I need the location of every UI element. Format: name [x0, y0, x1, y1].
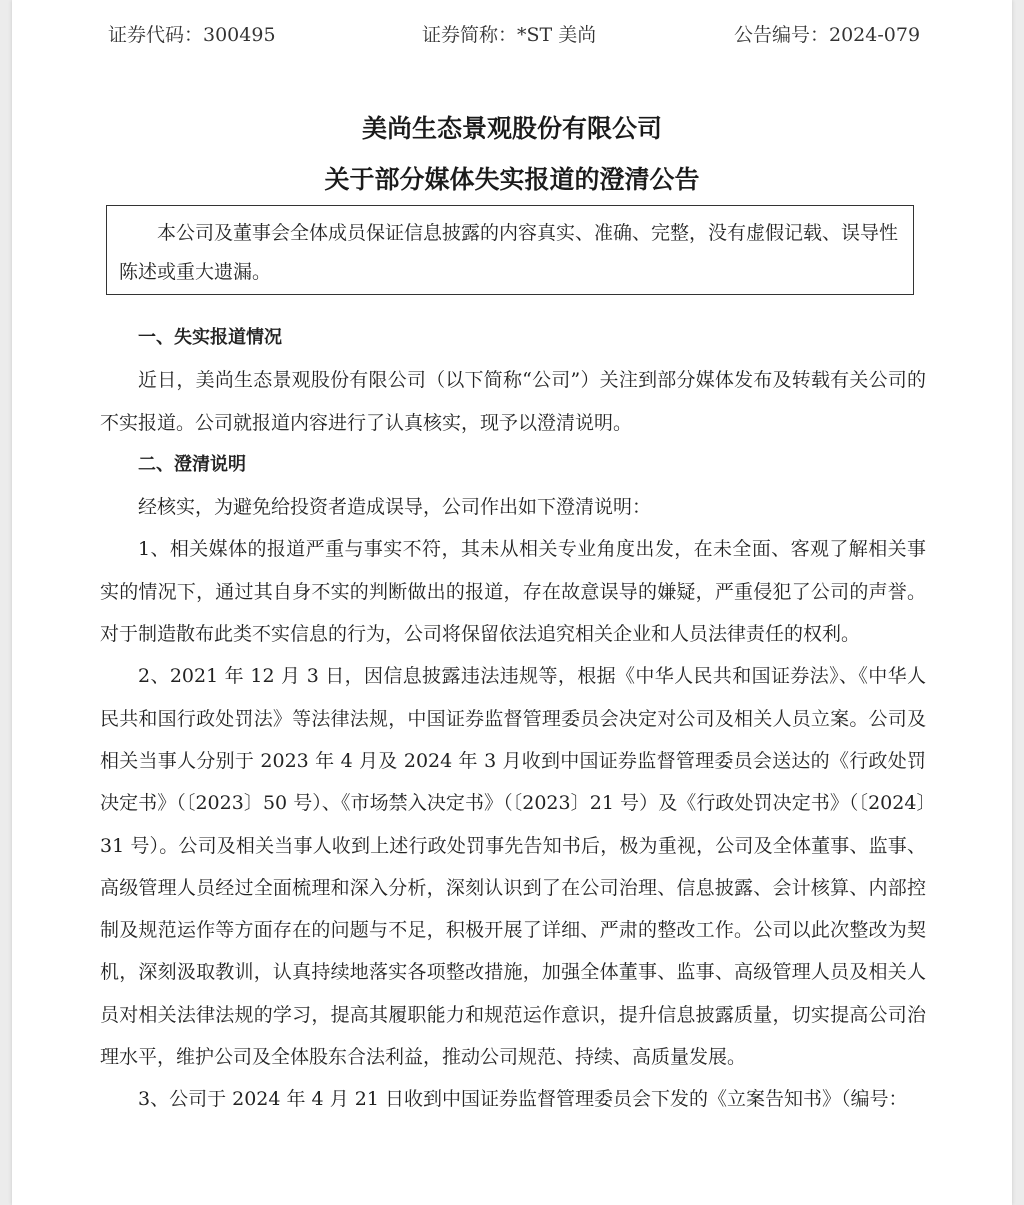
- section-heading-2: 二、澄清说明: [138, 453, 246, 475]
- announcement-number: 公告编号：2024-079: [734, 24, 921, 46]
- paragraph: 经核实，为避免给投资者造成误导，公司作出如下澄清说明：: [138, 496, 652, 519]
- paragraph: 2、2021 年 12 月 3 日，因信息披露违法违规等，根据《中华人民共和国证券法》、《中华人民共和国行政处罚法》等法律法规，中国证券监督管理委员会决定对公司及相关人员立案。公司及相关当事人分别于 2023 年 4 月及 2024 年 3 月收到中国证券监督管理委员会送达的《行政处罚决定书》（〔2023〕50 号）、《市场禁入决定书》（〔2023〕21 号）及《行政处罚决定书》（〔2024〕31 号）。公司及相关当事人收到上述行政处罚事先告知书后，极为重视，公司及全体董事、监事、高级管理人员经过全面梳理和深入分析，深刻认识到了在公司治理、信息披露、会计核算、内部控制及规范运作等方面存在的问题与不足，积极开展了详细、严肃的整改工作。公司以此次整改为契机，深刻汲取教训，认真持续地落实各项整改措施，加强全体董事、监事、高级管理人员及相关人员对相关法律法规的学习，提高其履职能力和规范运作意识，提升信息披露质量，切实提高公司治理水平，维护公司及全体股东合法利益，推动公司规范、持续、高质量发展。: [100, 665, 926, 1069]
- company-title: 美尚生态景观股份有限公司: [361, 114, 662, 143]
- paragraph: 近日，美尚生态景观股份有限公司（以下简称“公司”）关注到部分媒体发布及转载有关公司的不实报道。公司就报道内容进行了认真核实，现予以澄清说明。: [100, 369, 926, 434]
- announcement-body: [100, 317, 926, 1121]
- security-short-name: 证券简称：*ST 美尚: [422, 24, 597, 46]
- document-page: [12, 0, 1012, 1205]
- announcement-title: 关于部分媒体失实报道的澄清公告: [324, 165, 700, 194]
- disclosure-notice-text: 本公司及董事会全体成员保证信息披露的内容真实、准确、完整，没有虚假记载、误导性陈述或重大遗漏。: [119, 222, 899, 283]
- paragraph: 3、公司于 2024 年 4 月 21 日收到中国证券监督管理委员会下发的《立案告知书》（编号：: [138, 1088, 908, 1111]
- paragraph: 1、相关媒体的报道严重与事实不符，其未从相关专业角度出发，在未全面、客观了解相关事实的情况下，通过其自身不实的判断做出的报道，存在故意误导的嫌疑，严重侵犯了公司的声誉。对于制造散布此类不实信息的行为，公司将保留依法追究相关企业和人员法律责任的权利。: [100, 538, 926, 646]
- document-header: [12, 20, 1012, 46]
- disclosure-notice-box: [106, 205, 914, 295]
- section-heading-1: 一、失实报道情况: [138, 327, 282, 348]
- security-code: 证券代码：300495: [108, 24, 276, 46]
